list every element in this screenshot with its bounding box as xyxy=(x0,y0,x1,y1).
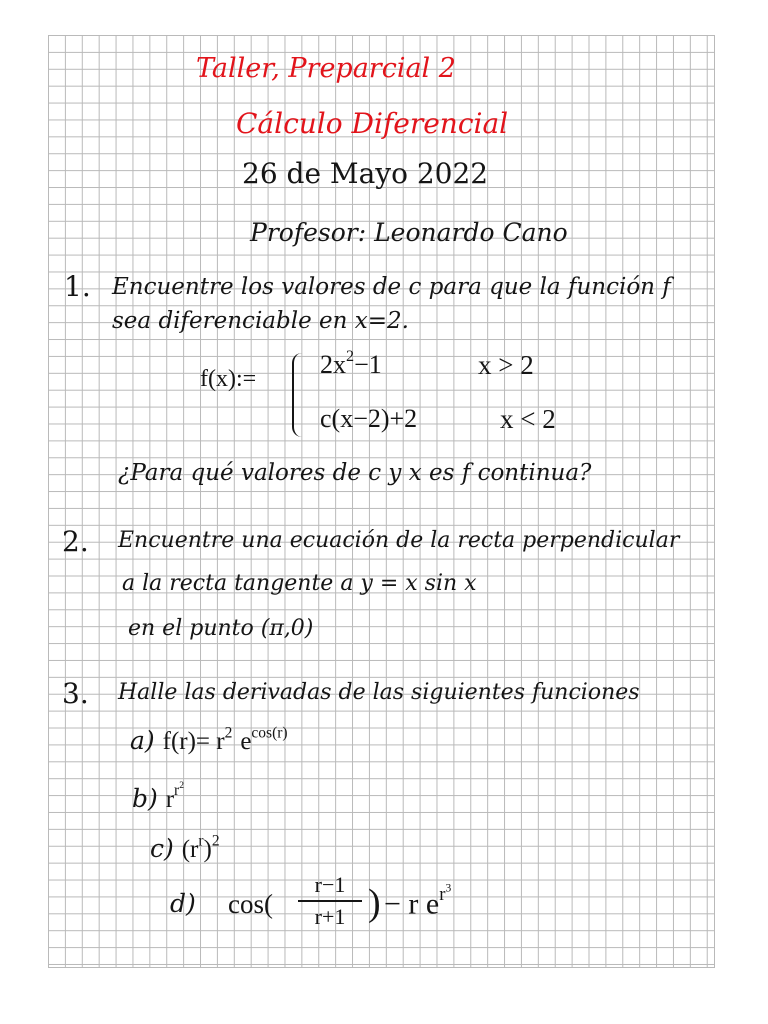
case-1-exponent: 2 xyxy=(346,347,355,365)
item-b-exp-base: r xyxy=(174,782,180,800)
item-c-close: ) xyxy=(203,836,212,863)
item-b-exp-exp: 2 xyxy=(179,780,185,792)
item-a xyxy=(130,724,288,755)
item-a-e: e xyxy=(240,728,252,755)
item-d-exp xyxy=(439,884,451,905)
piecewise-condition-1: x > 2 xyxy=(478,350,534,380)
problem-2-text-line2: a la recta tangente a y = x sin x xyxy=(122,571,477,596)
header-title: Taller, Preparcial 2 xyxy=(196,53,456,84)
piecewise-condition-2: x < 2 xyxy=(500,404,556,434)
item-d-rest xyxy=(384,882,452,921)
item-d-minus: − r e xyxy=(384,887,440,921)
item-d-close: ) xyxy=(368,882,381,924)
item-c xyxy=(150,832,220,863)
header-course: Cálculo Diferencial xyxy=(236,107,509,140)
item-a-base: f(r)= r xyxy=(162,728,225,755)
item-b-exp xyxy=(174,782,184,799)
header-date: 26 de Mayo 2022 xyxy=(242,157,489,190)
function-definition-lhs: f(x):= xyxy=(200,366,257,392)
problem-2-text-line3: en el punto (π,0) xyxy=(128,616,314,641)
case-1-base: 2x xyxy=(320,350,346,379)
item-b-base: r xyxy=(165,786,175,813)
piecewise-case-2: c(x−2)+2 xyxy=(320,404,418,433)
item-d-numerator: r−1 xyxy=(314,872,346,897)
case-1-rest: −1 xyxy=(354,350,382,379)
piecewise-case-1 xyxy=(320,347,382,379)
problem-1-text-line1: Encuentre los valores de c para que la función f xyxy=(112,274,671,300)
item-c-open: (r xyxy=(181,836,199,863)
item-d-exp-exp: 3 xyxy=(445,882,452,894)
problem-3-number: 3. xyxy=(62,677,89,710)
item-a-exp1: 2 xyxy=(224,724,233,742)
item-c-label: c) xyxy=(150,834,174,863)
item-c-exp: r xyxy=(198,832,204,850)
item-a-label: a) xyxy=(130,726,155,755)
item-b xyxy=(132,780,185,813)
header-professor: Profesor: Leonardo Cano xyxy=(250,218,568,247)
piecewise-brace xyxy=(292,353,308,437)
problem-1-number: 1. xyxy=(64,270,91,303)
item-d-exp-base: r xyxy=(439,883,446,905)
item-d-label: d) xyxy=(170,889,196,918)
problem-2-number: 2. xyxy=(62,525,89,558)
item-c-exp2: 2 xyxy=(211,832,220,850)
problem-2-text-line1: Encuentre una ecuación de la recta perpendicular xyxy=(118,528,680,553)
item-d-fraction xyxy=(294,872,366,930)
item-d-cos: cos( xyxy=(228,889,273,919)
fraction-bar xyxy=(298,900,362,902)
problem-1-question: ¿Para qué valores de c y x es f continua? xyxy=(118,460,592,486)
item-d-denominator: r+1 xyxy=(314,904,346,929)
item-a-exp2: cos(r) xyxy=(251,724,288,742)
problem-1-text-line2: sea diferenciable en x=2. xyxy=(112,308,409,334)
item-b-label: b) xyxy=(132,784,158,813)
problem-3-text: Halle las derivadas de las siguientes funciones xyxy=(118,680,640,705)
